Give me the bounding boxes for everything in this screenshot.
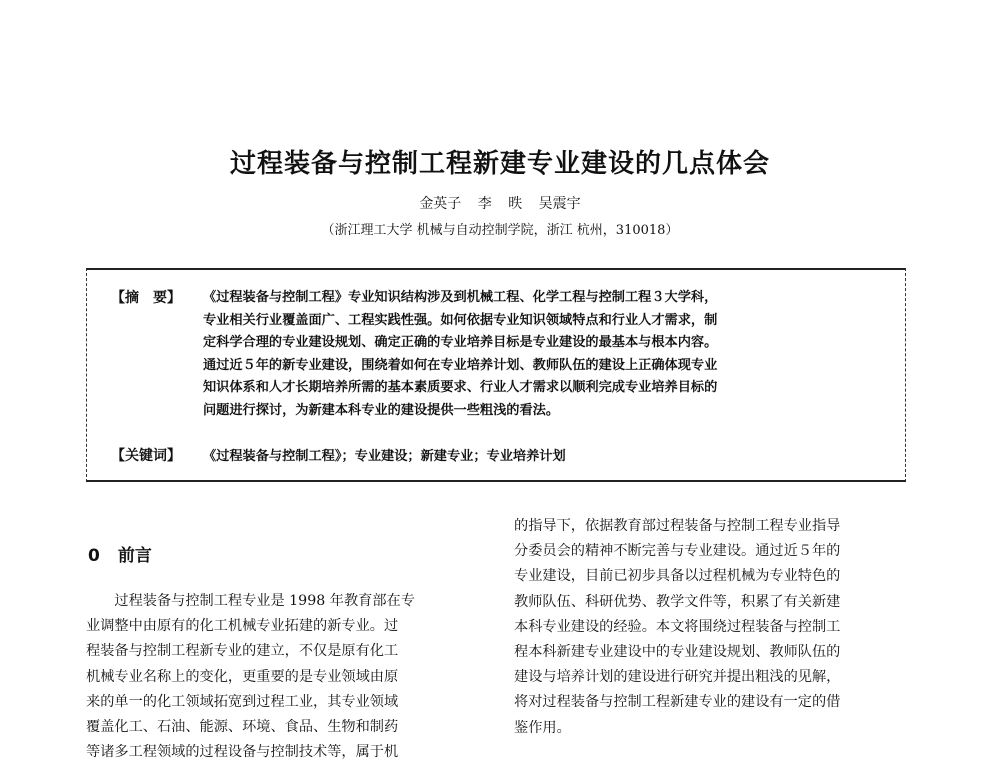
keywords-text: 《过程装备与控制工程》；专业建设；新建专业；专业培养计划	[203, 449, 566, 464]
paper-title: 过程装备与控制工程新建专业建设的几点体会	[229, 149, 770, 179]
body-line: 将对过程装备与控制工程新建专业的建设有一定的借	[514, 694, 841, 711]
abstract-line: 问题进行探讨，为新建本科专业的建设提供一些粗浅的看法。	[203, 402, 560, 418]
abstract-line: 定科学合理的专业建设规划、确定正确的专业培养目标是专业建设的最基本与根本内容。	[203, 335, 718, 350]
body-line: 等诸多工程领域的过程设备与控制技术等，属于机	[86, 744, 399, 761]
left-column-text	[86, 589, 488, 765]
abstract-line: 通过近５年的新专业建设，围绕着如何在专业培养计划、教师队伍的建设上正确体现专业	[203, 357, 718, 373]
section-number: 0	[88, 546, 100, 566]
right-column-text	[514, 514, 916, 741]
body-line: 的指导下，依据教育部过程装备与控制工程专业指导	[514, 518, 841, 534]
body-line: 分委员会的精神不断完善与专业建设。通过近５年的	[514, 543, 841, 560]
abstract-line: 专业相关行业覆盖面广、工程实践性强。如何依据专业知识领域特点和行业人才需求，制	[203, 312, 718, 328]
body-line: 业调整中由原有的化工机械专业拓建的新专业。过	[86, 618, 399, 635]
author-list: 金英子 李 昳 吴震宇	[419, 196, 581, 212]
body-line: 覆盖化工、石油、能源、环境、食品、生物和制药	[86, 719, 399, 736]
body-line: 过程装备与控制工程专业是 1998 年教育部在专	[86, 593, 415, 609]
body-line: 程装备与控制工程新专业的建立，不仅是原有化工	[86, 643, 399, 660]
body-line: 专业建设，目前已初步具备以过程机械为专业特色的	[514, 568, 841, 585]
body-line: 建设与培养计划的建设进行研究并提出粗浅的见解，	[514, 669, 841, 686]
abstract-text	[203, 287, 893, 422]
body-line: 本科专业建设的经验。本文将围绕过程装备与控制工	[514, 618, 841, 635]
body-line: 程本科新建专业建设中的专业建设规划、教师队伍的	[514, 644, 841, 661]
body-line: 来的单一的化工领域拓宽到过程工业，其专业领域	[86, 693, 399, 710]
abstract-label: 【摘 要】	[111, 290, 181, 306]
body-line: 鉴作用。	[514, 719, 571, 736]
body-line: 教师队伍、科研优势、教学文件等，积累了有关新建	[514, 593, 841, 610]
keywords-label: 【关键词】	[111, 448, 181, 464]
section-heading	[88, 541, 152, 566]
abstract-line: 《过程装备与控制工程》专业知识结构涉及到机械工程、化学工程与控制工程３大学科，	[203, 290, 718, 305]
abstract-line: 知识体系和人才长期培养所需的基本素质要求、行业人才需求以顺利完成专业培养目标的	[203, 380, 718, 395]
affiliation: （浙江理工大学 机械与自动控制学院，浙江 杭州，310018）	[321, 223, 679, 238]
section-title: 前言	[117, 546, 152, 566]
body-line: 机械专业名称上的变化，更重要的是专业领域由原	[86, 668, 399, 685]
